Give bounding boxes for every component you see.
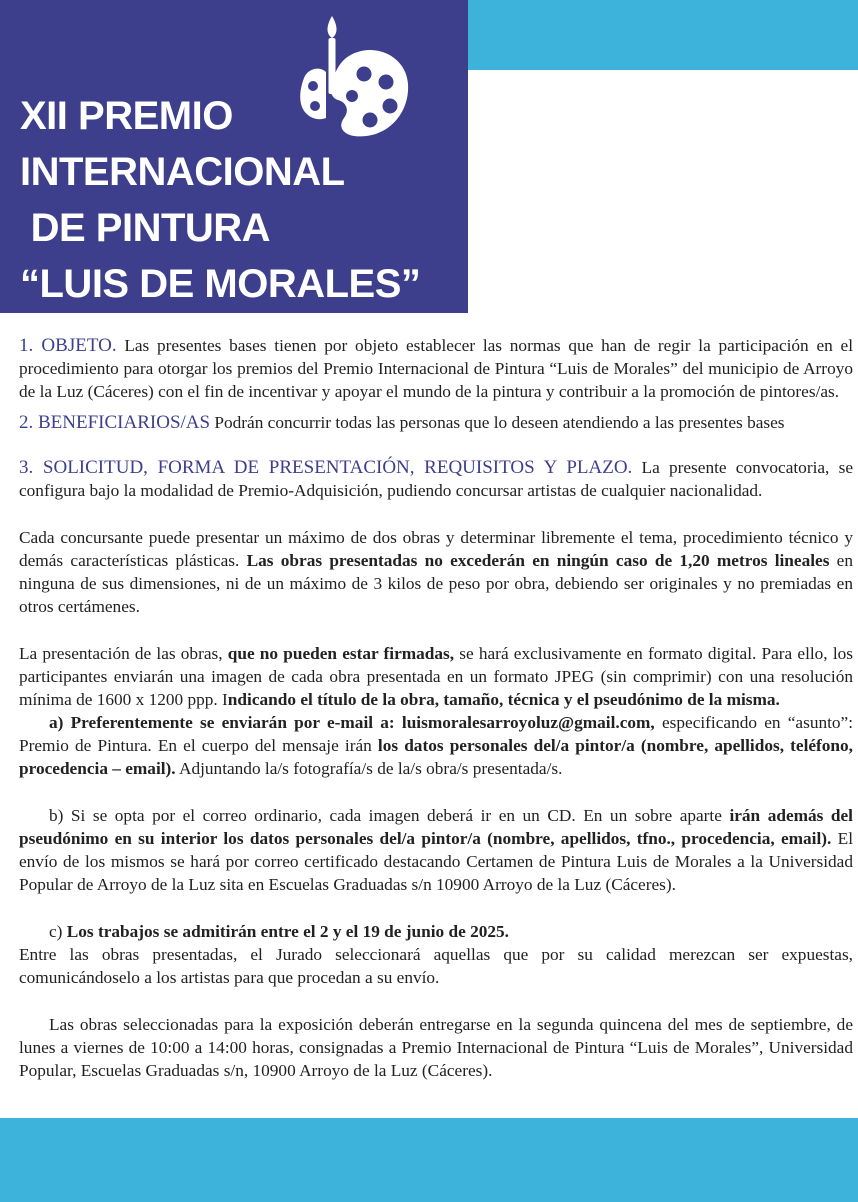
section-text: La presente convocatoria, se configura bajo la modalidad de Premio-Adquisición, pudiendo concursar artistas de cualquier nacionalidad. [19, 458, 853, 500]
text: La presentación de las obras, [19, 644, 228, 663]
section-solicitud [19, 456, 853, 502]
section-heading: 3. SOLICITUD, FORMA DE PRESENTACIÓN, REQUISITOS Y PLAZO. [19, 457, 633, 478]
paragraph-obras [19, 526, 853, 618]
text: especificando en “asunto”: Premio de Pintura. En el cuerpo del mensaje irán [19, 713, 854, 755]
bold-text: a) Preferentemente se enviarán por e-mail a: luismoralesarroyoluz@gmail.com, [49, 713, 655, 732]
paragraph-presentacion [19, 642, 853, 711]
bold-text: Las obras presentadas no excederán en ningún caso de 1,20 metros lineales [246, 551, 830, 570]
text: c) [49, 922, 67, 941]
text: Adjuntando la/s fotografía/s de la/s obra/s presentada/s. [175, 759, 563, 778]
bold-text: ndicando el título de la obra, tamaño, técnica y el pseudónimo de la misma. [227, 690, 780, 709]
section-objeto [19, 334, 853, 403]
text: Cada concursante puede presentar un máximo de dos obras y determinar libremente el tema, procedimiento técnico y demás características plásticas. [19, 528, 853, 570]
item-a [19, 711, 853, 780]
page-title: XII PREMIO INTERNACIONAL DE PINTURA “LUIS DE MORALES” [20, 94, 421, 306]
item-b [19, 804, 853, 896]
bold-text: que no pueden estar firmadas, [227, 644, 455, 663]
bold-text: los datos personales del/a pintor/a (nombre, apellidos, teléfono, procedencia – email). [19, 736, 854, 778]
section-beneficiarios [19, 411, 853, 434]
paragraph-jurado: Entre las obras presentadas, el Jurado seleccionará aquellas que por su calidad merezcan ser expuestas, comunicándoselo a los artistas para que procedan a su envío. [19, 945, 853, 987]
text: en ninguna de sus dimensiones, ni de un máximo de 3 kilos de peso por obra, debiendo ser originales y no premiadas en otros certámenes. [19, 551, 853, 616]
top-accent-band [468, 0, 858, 70]
bold-text: irán además del pseudónimo en su interior los datos personales del/a pintor/a (nombre, apellidos, tfno., procedencia, email). [19, 806, 853, 848]
section-heading: 1. OBJETO. [19, 335, 117, 356]
bottom-accent-band [0, 1118, 858, 1202]
section-heading: 2. BENEFICIARIOS/AS [19, 412, 211, 433]
section-text: Podrán concurrir todas las personas que lo deseen atendiendo a las presentes bases [210, 413, 785, 432]
text: El envío de los mismos se hará por correo certificado destacando Certamen de Pintura Luis de Morales a la Universidad Popular de Arroyo de la Luz sita en Escuelas Graduadas s/n 10900 Arroyo de la Luz (Cáceres). [19, 829, 854, 894]
section-text: Las presentes bases tienen por objeto establecer las normas que han de regir la participación en el procedimiento para otorgar los premios del Premio Internacional de Pintura “Luis de Morales” del municipio de Arroyo de la Luz (Cáceres) con el fin de incentivar y apoyar el mundo de la pintura y contribuir a la promoción de pintores/as. [19, 336, 853, 401]
paragraph-exposicion: Las obras seleccionadas para la exposición deberán entregarse en la segunda quincena del mes de septiembre, de lunes a viernes de 10:00 a 14:00 horas, consignadas a Premio Internacional de Pintura “Luis de Morales”, Universidad Popular, Escuelas Graduadas s/n, 10900 Arroyo de la Luz (Cáceres). [19, 1015, 853, 1080]
item-c [19, 920, 853, 943]
title-block [0, 0, 468, 313]
text: b) Si se opta por el correo ordinario, cada imagen deberá ir en un CD. En un sobre aparte [49, 806, 730, 825]
text: se hará exclusivamente en formato digital. Para ello, los participantes enviarán una imagen de cada obra presentada en un formato JPEG (sin comprimir) con una resolución mínima de 1600 x 1200 ppp. I [19, 644, 853, 709]
document-body [19, 334, 853, 1082]
bold-text: Los trabajos se admitirán entre el 2 y el 19 de junio de 2025. [66, 922, 509, 941]
